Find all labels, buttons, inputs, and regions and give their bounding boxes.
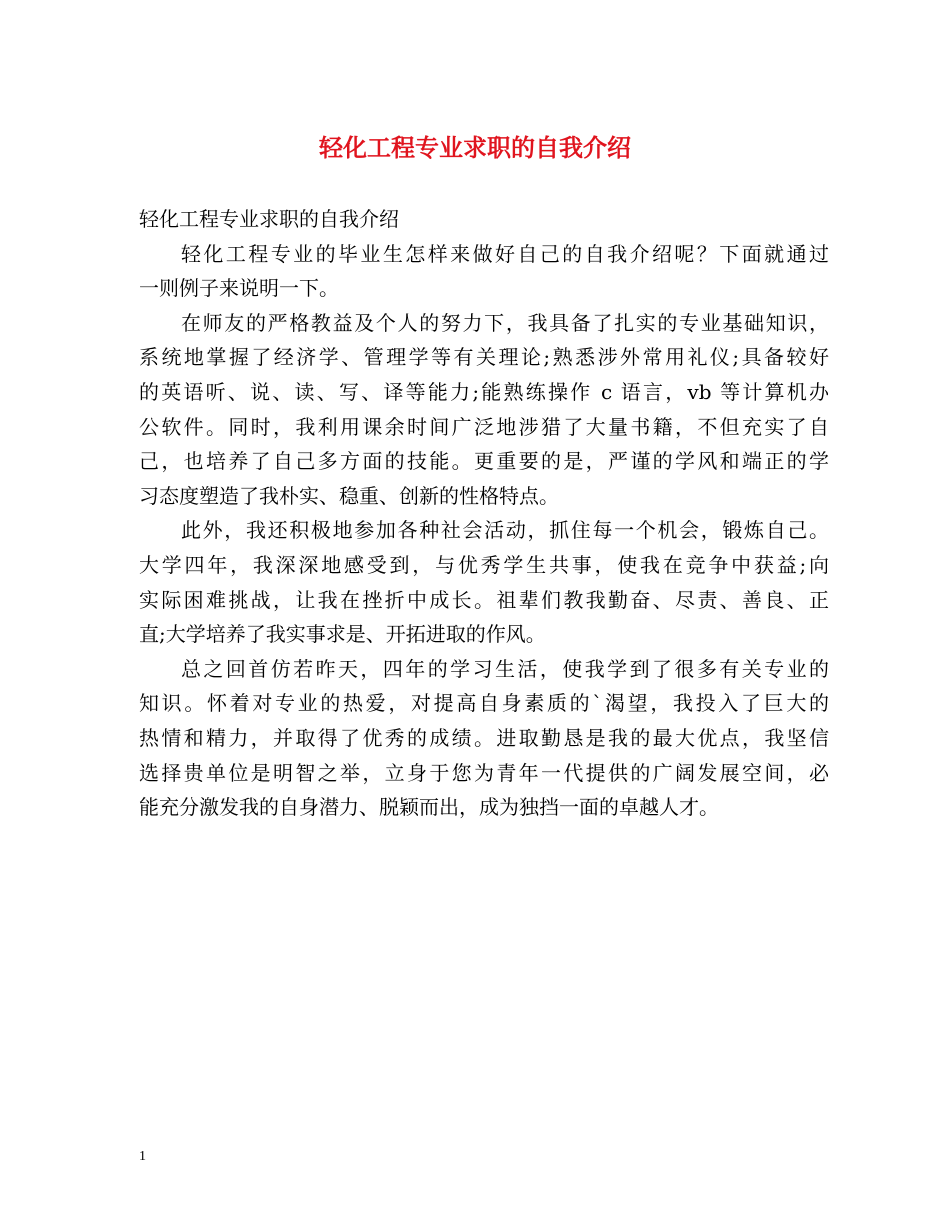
paragraph-4-line-5: 能充分激发我的自身潜力、脱颖而出，成为独挡一面的卓越人才。 (139, 795, 719, 820)
page-title: 轻化工程专业求职的自我介绍 (319, 134, 631, 162)
paragraph-2-line-2: 系统地掌握了经济学、管理学等有关理论;熟悉涉外常用礼仪;具备较好 (139, 345, 829, 370)
paragraph-3-line-4: 直;大学培养了我实事求是、开拓进取的作风。 (139, 622, 546, 647)
paragraph-1-line-2: 一则例子来说明一下。 (139, 276, 339, 301)
paragraph-2-line-4: 公软件。同时，我利用课余时间广泛地涉猎了大量书籍，不但充实了自 (139, 414, 829, 439)
paragraph-4-line-1: 总之回首仿若昨天，四年的学习生活，使我学到了很多有关专业的 (181, 656, 829, 681)
paragraph-4-line-4: 选择贵单位是明智之举，立身于您为青年一代提供的广阔发展空间，必 (139, 760, 829, 785)
paragraph-4-line-3: 热情和精力，并取得了优秀的成绩。进取勤恳是我的最大优点，我坚信 (139, 725, 829, 750)
paragraph-2-line-5: 己，也培养了自己多方面的技能。更重要的是，严谨的学风和端正的学 (139, 449, 829, 474)
paragraph-4-line-2: 知识。怀着对专业的热爱，对提高自身素质的`渴望，我投入了巨大的 (139, 691, 829, 716)
paragraph-2-line-3: 的英语听、说、读、写、译等能力;能熟练操作 c 语言，vb 等计算机办 (139, 379, 829, 404)
subtitle-line: 轻化工程专业求职的自我介绍 (139, 207, 399, 231)
paragraph-2-line-6: 习态度塑造了我朴实、稳重、创新的性格特点。 (139, 483, 559, 508)
document-body (139, 202, 829, 825)
paragraph-3-line-1: 此外，我还积极地参加各种社会活动，抓住每一个机会，锻炼自己。 (181, 518, 829, 543)
paragraph-3-line-2: 大学四年，我深深地感受到，与优秀学生共事，使我在竞争中获益;向 (139, 552, 829, 577)
paragraph-3-line-3: 实际困难挑战，让我在挫折中成长。祖辈们教我勤奋、尽责、善良、正 (139, 587, 829, 612)
page-number: 1 (139, 1149, 146, 1164)
paragraph-2-line-1: 在师友的严格教益及个人的努力下，我具备了扎实的专业基础知识， (181, 310, 829, 335)
paragraph-1-line-1: 轻化工程专业的毕业生怎样来做好自己的自我介绍呢？下面就通过 (181, 241, 829, 266)
